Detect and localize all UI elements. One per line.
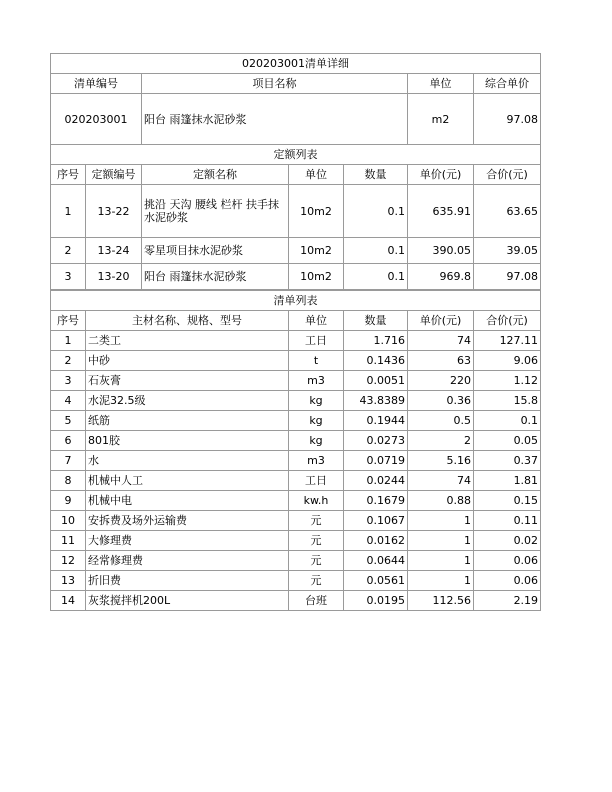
material-total: 15.8 (474, 391, 541, 411)
table-row (51, 471, 541, 491)
quota-qty: 0.1 (344, 185, 408, 238)
quota-no: 3 (51, 264, 86, 290)
material-price: 1 (408, 511, 474, 531)
material-name: 801胶 (86, 431, 289, 451)
quota-price: 390.05 (408, 238, 474, 264)
table-row (51, 571, 541, 591)
table-row (51, 351, 541, 371)
material-price: 2 (408, 431, 474, 451)
material-no: 3 (51, 371, 86, 391)
table-row (51, 551, 541, 571)
table-row (51, 411, 541, 431)
quota-section-title: 定额列表 (51, 145, 541, 165)
material-qty: 43.8389 (344, 391, 408, 411)
material-unit: t (289, 351, 344, 371)
material-no: 13 (51, 571, 86, 591)
quota-col-total: 合价(元) (474, 165, 541, 185)
material-qty: 0.0273 (344, 431, 408, 451)
material-unit: kg (289, 411, 344, 431)
material-name: 安拆费及场外运输费 (86, 511, 289, 531)
material-price: 0.36 (408, 391, 474, 411)
material-total: 0.06 (474, 551, 541, 571)
quota-name: 零星项目抹水泥砂浆 (142, 238, 289, 264)
item-name: 阳台 雨篷抹水泥砂浆 (142, 94, 408, 145)
material-name: 石灰膏 (86, 371, 289, 391)
quota-name: 挑沿 天沟 腰线 栏杆 扶手抹水泥砂浆 (142, 185, 289, 238)
table-row (51, 511, 541, 531)
material-no: 12 (51, 551, 86, 571)
material-no: 1 (51, 331, 86, 351)
material-name: 机械中电 (86, 491, 289, 511)
material-name: 纸筋 (86, 411, 289, 431)
material-unit: m3 (289, 371, 344, 391)
quota-unit: 10m2 (289, 238, 344, 264)
col-header-bill-code: 清单编号 (51, 74, 142, 94)
quota-price: 969.8 (408, 264, 474, 290)
material-no: 9 (51, 491, 86, 511)
material-unit: 元 (289, 531, 344, 551)
bill-header-table (50, 53, 541, 145)
material-qty: 0.0051 (344, 371, 408, 391)
materials-col-total: 合价(元) (474, 311, 541, 331)
material-unit: 元 (289, 551, 344, 571)
col-header-item-name: 项目名称 (142, 74, 408, 94)
material-name: 经常修理费 (86, 551, 289, 571)
material-no: 10 (51, 511, 86, 531)
material-price: 220 (408, 371, 474, 391)
quota-col-code: 定额编号 (86, 165, 142, 185)
material-no: 6 (51, 431, 86, 451)
material-price: 1 (408, 531, 474, 551)
table-row (51, 451, 541, 471)
bill-code: 020203001 (51, 94, 142, 145)
material-name: 大修理费 (86, 531, 289, 551)
quota-unit: 10m2 (289, 185, 344, 238)
quota-price: 635.91 (408, 185, 474, 238)
material-total: 0.06 (474, 571, 541, 591)
table-row (51, 185, 541, 238)
material-qty: 0.0561 (344, 571, 408, 591)
material-qty: 0.0244 (344, 471, 408, 491)
table-row (51, 591, 541, 611)
col-header-unit: 单位 (408, 74, 474, 94)
material-total: 9.06 (474, 351, 541, 371)
material-no: 2 (51, 351, 86, 371)
materials-table (50, 290, 541, 611)
material-no: 7 (51, 451, 86, 471)
material-qty: 0.1944 (344, 411, 408, 431)
materials-section-title: 清单列表 (51, 291, 541, 311)
material-name: 水 (86, 451, 289, 471)
material-unit: m3 (289, 451, 344, 471)
table-row (51, 264, 541, 290)
material-qty: 1.716 (344, 331, 408, 351)
quota-col-no: 序号 (51, 165, 86, 185)
quota-col-name: 定额名称 (142, 165, 289, 185)
material-total: 0.15 (474, 491, 541, 511)
material-no: 11 (51, 531, 86, 551)
quota-unit: 10m2 (289, 264, 344, 290)
material-total: 0.1 (474, 411, 541, 431)
materials-col-price: 单价(元) (408, 311, 474, 331)
quota-code: 13-24 (86, 238, 142, 264)
material-qty: 0.0162 (344, 531, 408, 551)
quota-qty: 0.1 (344, 264, 408, 290)
table-row (51, 391, 541, 411)
material-name: 二类工 (86, 331, 289, 351)
table-row (51, 371, 541, 391)
material-unit: kg (289, 391, 344, 411)
material-total: 0.02 (474, 531, 541, 551)
item-unit-price: 97.08 (474, 94, 541, 145)
table-row (51, 431, 541, 451)
material-qty: 0.1067 (344, 511, 408, 531)
material-name: 水泥32.5级 (86, 391, 289, 411)
material-unit: 元 (289, 511, 344, 531)
quota-name: 阳台 雨篷抹水泥砂浆 (142, 264, 289, 290)
materials-col-qty: 数量 (344, 311, 408, 331)
material-qty: 0.1679 (344, 491, 408, 511)
quota-col-unit: 单位 (289, 165, 344, 185)
item-unit: m2 (408, 94, 474, 145)
materials-col-name: 主材名称、规格、型号 (86, 311, 289, 331)
material-price: 0.5 (408, 411, 474, 431)
material-price: 63 (408, 351, 474, 371)
material-total: 127.11 (474, 331, 541, 351)
table-row (51, 238, 541, 264)
quota-no: 1 (51, 185, 86, 238)
table-row (51, 491, 541, 511)
material-qty: 0.0719 (344, 451, 408, 471)
materials-col-no: 序号 (51, 311, 86, 331)
bill-title: 020203001清单详细 (51, 54, 541, 74)
quota-col-price: 单价(元) (408, 165, 474, 185)
quota-total: 39.05 (474, 238, 541, 264)
material-no: 5 (51, 411, 86, 431)
material-price: 5.16 (408, 451, 474, 471)
material-total: 1.12 (474, 371, 541, 391)
material-price: 1 (408, 551, 474, 571)
table-row (51, 531, 541, 551)
material-price: 74 (408, 471, 474, 491)
col-header-unit-price: 综合单价 (474, 74, 541, 94)
material-no: 14 (51, 591, 86, 611)
material-unit: 工日 (289, 471, 344, 491)
material-qty: 0.1436 (344, 351, 408, 371)
material-name: 中砂 (86, 351, 289, 371)
material-price: 112.56 (408, 591, 474, 611)
material-unit: kw.h (289, 491, 344, 511)
material-unit: kg (289, 431, 344, 451)
material-total: 1.81 (474, 471, 541, 491)
quota-table (50, 144, 541, 290)
material-no: 4 (51, 391, 86, 411)
material-price: 74 (408, 331, 474, 351)
material-no: 8 (51, 471, 86, 491)
material-total: 0.37 (474, 451, 541, 471)
material-qty: 0.0644 (344, 551, 408, 571)
material-total: 0.05 (474, 431, 541, 451)
material-name: 机械中人工 (86, 471, 289, 491)
material-unit: 元 (289, 571, 344, 591)
quota-code: 13-20 (86, 264, 142, 290)
quota-no: 2 (51, 238, 86, 264)
material-qty: 0.0195 (344, 591, 408, 611)
material-price: 1 (408, 571, 474, 591)
quota-col-qty: 数量 (344, 165, 408, 185)
materials-col-unit: 单位 (289, 311, 344, 331)
quota-total: 63.65 (474, 185, 541, 238)
material-unit: 台班 (289, 591, 344, 611)
material-total: 0.11 (474, 511, 541, 531)
quota-code: 13-22 (86, 185, 142, 238)
materials-body (51, 331, 541, 611)
material-total: 2.19 (474, 591, 541, 611)
material-unit: 工日 (289, 331, 344, 351)
material-price: 0.88 (408, 491, 474, 511)
material-name: 折旧费 (86, 571, 289, 591)
table-row (51, 331, 541, 351)
material-name: 灰浆搅拌机200L (86, 591, 289, 611)
quota-qty: 0.1 (344, 238, 408, 264)
quota-total: 97.08 (474, 264, 541, 290)
